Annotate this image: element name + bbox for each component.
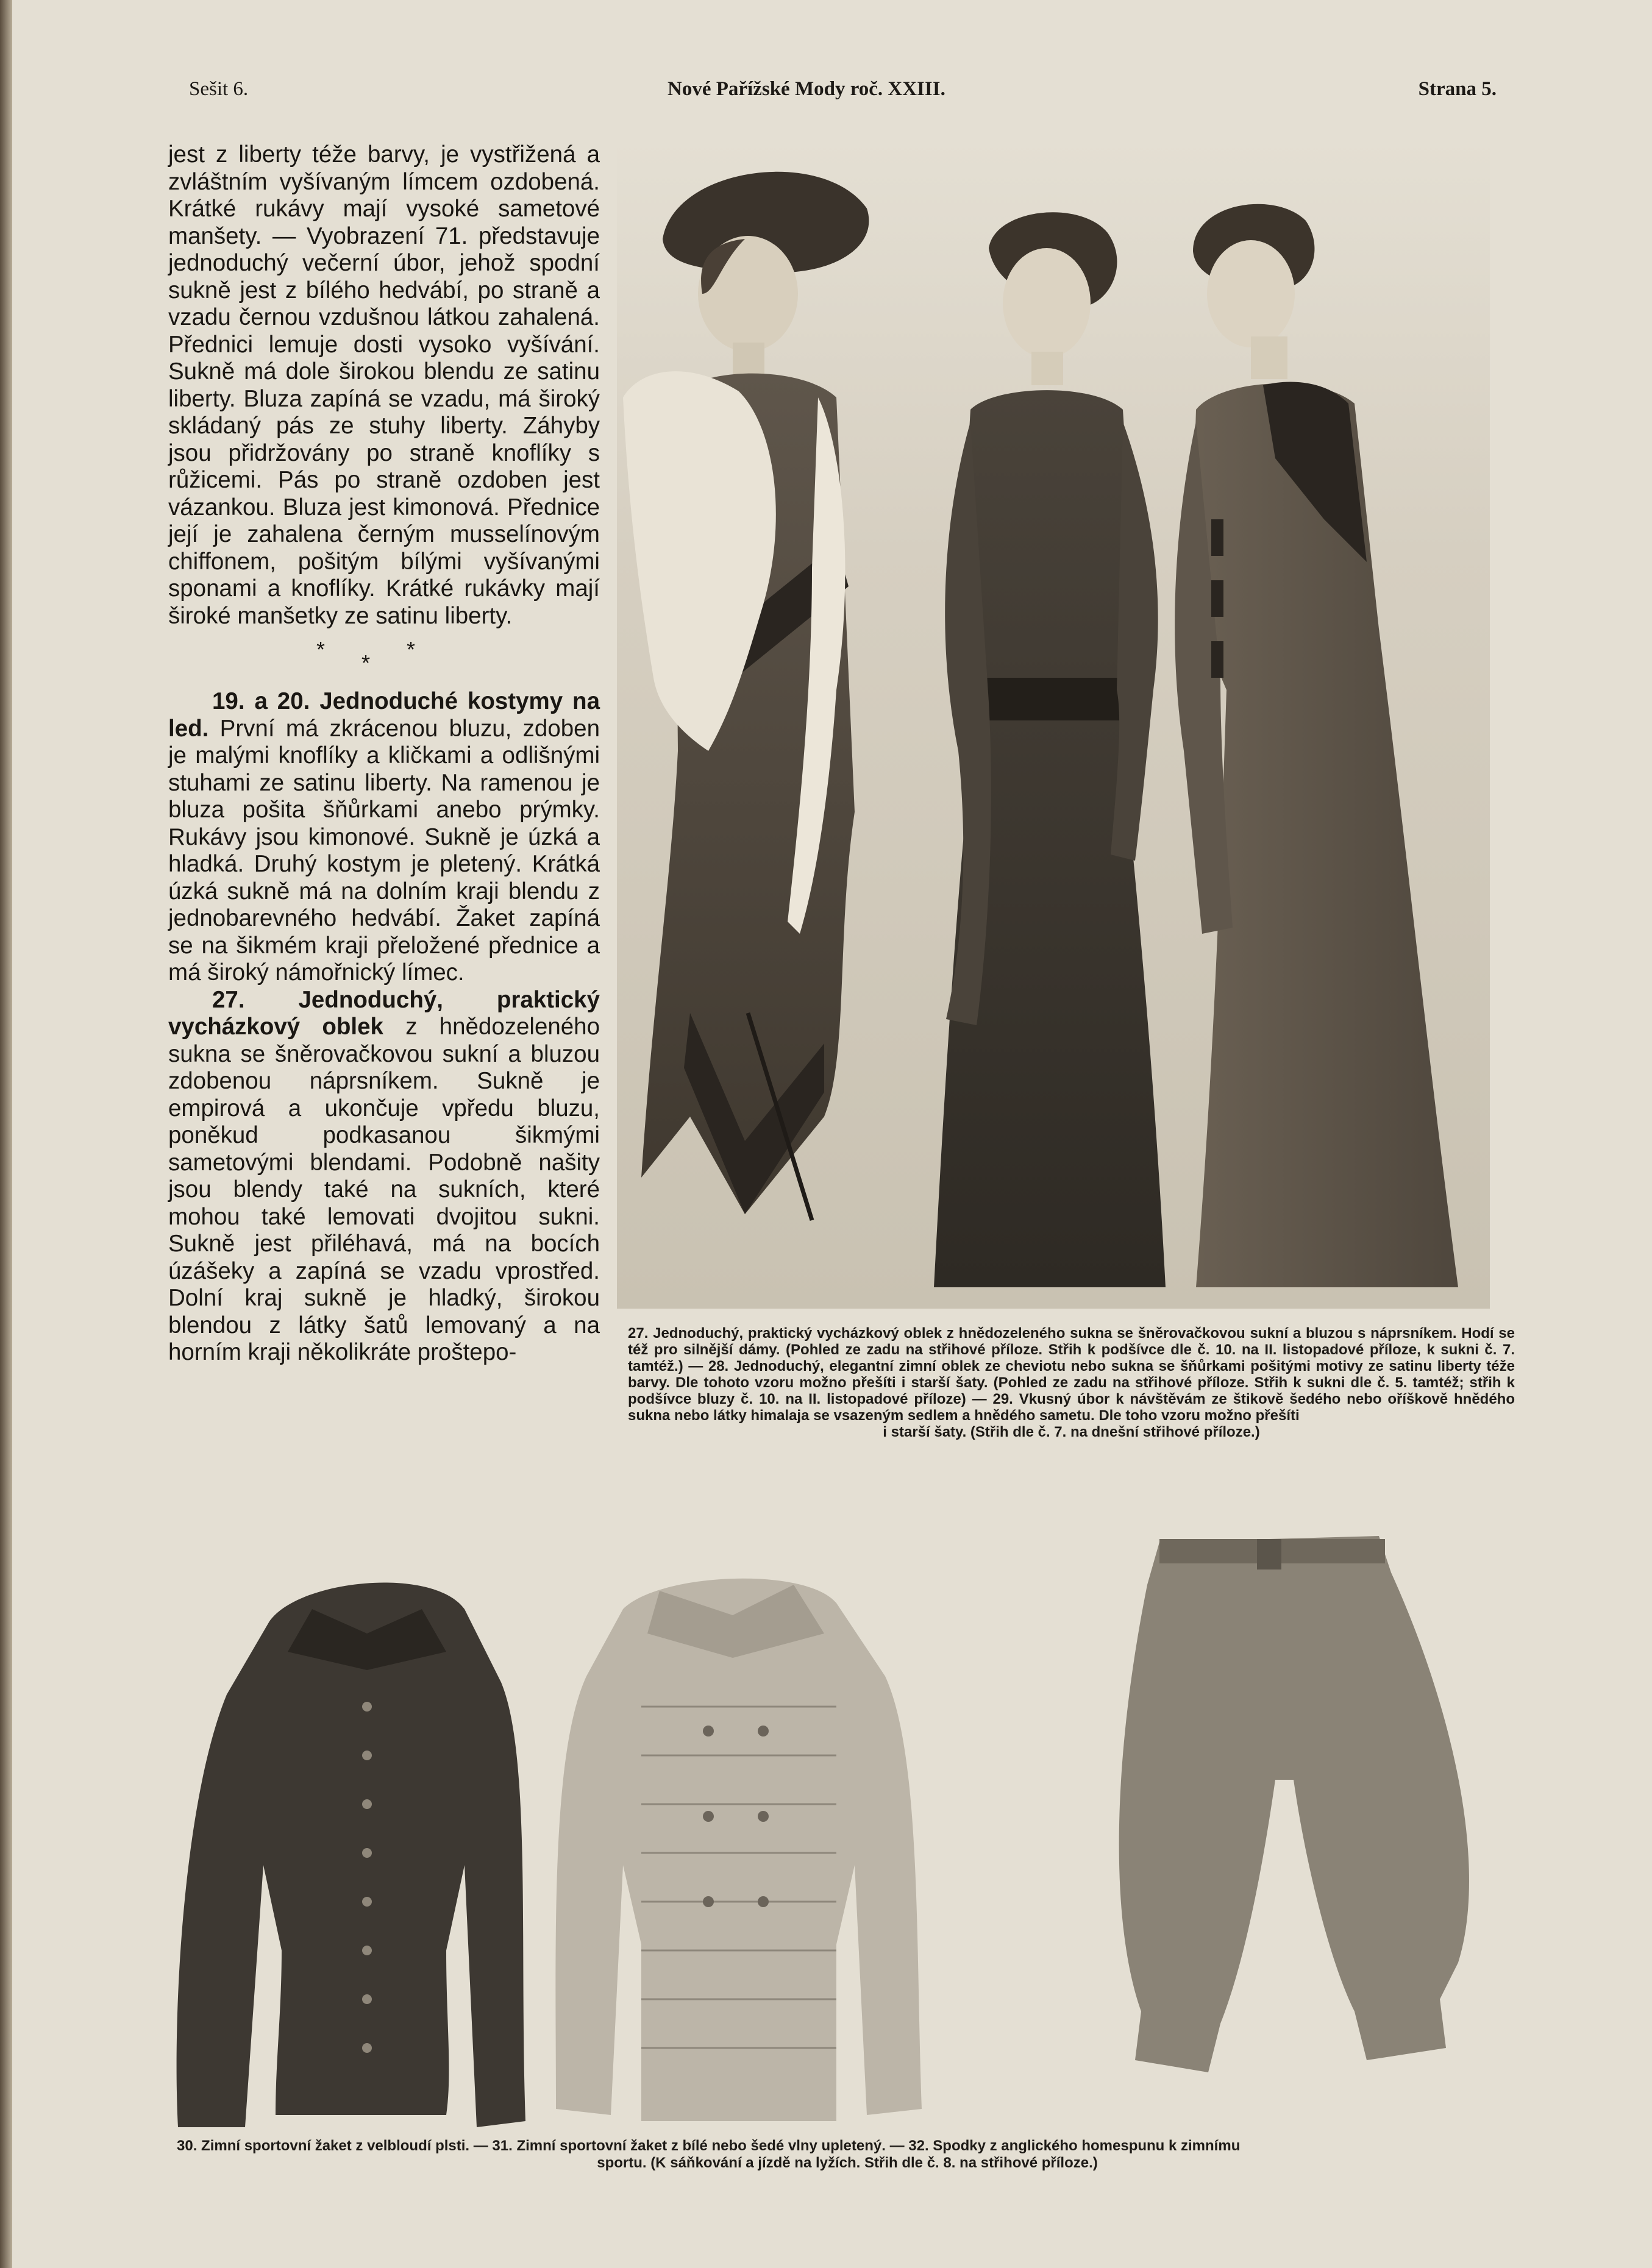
- jacket-30-camel-felt: [177, 1582, 525, 2127]
- running-header: [183, 78, 1497, 108]
- paragraph-3-heading: 27. Jednoduchý, praktický vycházkový oblek: [168, 986, 600, 1040]
- sportswear-illustration-svg: [160, 1524, 1513, 2133]
- jacket-31-knitted-wool: [555, 1579, 922, 2121]
- figure-woman-3: [1175, 204, 1458, 1287]
- caption-bottom-text: 30. Zimní sportovní žaket z velbloudí plsti. — 31. Zimní sportovní žaket z bílé nebo šedé vlny upletený. — 32. Spodky z anglického homespunu k zimnímu: [177, 2138, 1241, 2154]
- caption-figures-30-32: [177, 2138, 1518, 2172]
- section-divider-stars: ***: [316, 637, 452, 675]
- fashion-illustration-three-women: [617, 141, 1490, 1309]
- caption-figures-27-29: [628, 1325, 1515, 1440]
- paragraph-2-body: První má zkrácenou bluzu, zdoben je malými knoflíky a kličkami a odlišnými stuhami ze satinu liberty. Na ramenou je bluza pošita šňůrkami anebo prýmky. Rukávy jsou kimonové. Sukně je úzká a hladká. Druhý kostym je pletený. Krátká úzká sukně má na dolním kraji blendu z jednobarevného hedvábí. Žaket zapíná se na šikmém kraji přeložené přednice a má široký námořnický límec.: [168, 715, 600, 986]
- page-binding-edge: [0, 0, 12, 2268]
- caption-bottom-last-line: sportu. (K sáňkování a jízdě na lyžích. Střih dle č. 8. na střihové příloze.): [597, 2155, 1098, 2171]
- header-issue: Sešit 6.: [189, 78, 249, 100]
- header-page-number: Strana 5.: [1418, 78, 1497, 100]
- paragraph-3: [168, 987, 600, 1367]
- caption-top-last-line: i starší šaty. (Střih dle č. 7. na dnešní střihové příloze.): [883, 1424, 1260, 1440]
- figure-woman-2: [934, 212, 1166, 1287]
- paragraph-2: [168, 688, 600, 987]
- fashion-illustration-svg: [617, 141, 1490, 1309]
- breeches-32-homespun: [1119, 1536, 1469, 2072]
- figure-woman-1: [623, 172, 869, 1220]
- paragraph-3-body: z hnědozeleného sukna se šněrovačkovou sukní a bluzou zdobenou náprsníkem. Sukně je empirová a ukončuje vpředu bluzu, poněkud podkasanou šikmými sametovými blendami. Podobně našity jsou blendy také na sukních, které mohou také lemovati dvojitou sukni. Sukně jest přiléhavá, má na bocích úzášeky a zapíná se vzadu vprostřed. Dolní kraj sukně je hladký, širokou blendou z látky šatů lemovaný a na horním kraji několikráte proštepo-: [168, 1014, 600, 1365]
- paragraph-1: jest z liberty téže barvy, je vystřižená a zvláštním vyšívaným límcem ozdobená. Krátké rukávy mají vysoké sametové manšety. — Vyobrazení 71. představuje jednoduchý večerní úbor, jehož spodní sukně jest z bílého hedvábí, po straně a vzadu černou vzdušnou látkou zahalená. Přednici lemuje dosti vysoko vyšívání. Sukně má dole širokou blendu ze satinu liberty. Bluza zapíná se vzadu, má široký skládaný pás ze stuhy liberty. Záhyby jsou přidržovány po straně knoflíky s růžicemi. Pás po straně ozdoben jest vázankou. Bluza jest kimonová. Přednice její je zahalena černým musselínovým chiffonem, pošitým bílými vyšívanými sponami a knoflíky. Krátké rukávky mají široké manšetky ze satinu liberty.: [168, 141, 600, 629]
- paragraph-2-heading: 19. a 20. Jednoduché kostymy na led.: [168, 688, 600, 742]
- header-magazine-title: Nové Pařížské Mody roč. XXIII.: [668, 78, 945, 100]
- caption-top-text: 27. Jednoduchý, praktický vycházkový oblek z hnědozeleného sukna se šněrovačkovou sukní a bluzou s náprsníkem. Hodí se též pro silnější dámy. (Pohled ze zadu na střihové příloze. Střih k podšívce dle č. 10. na II. listopadové příloze, k sukni č. 7. tamtéž.) — 28. Jednoduchý, elegantní zimní oblek ze cheviotu nebo sukna se šňůrkami pošitými motivy ze satinu liberty téže barvy. Dle tohoto vzoru možno přešíti i starší šaty. (Pohled ze zadu na střihové příloze. Střih k sukni dle č. 5. tamtéž; střih k podšívce bluzy č. 10. na II. listopadové příloze) — 29. Vkusný úbor k návštěvám ze štikově šedého nebo oříškově hnědého sukna nebo látky himalaja se vsazeným sedlem a hnědého sametu. Dle toho vzoru možno přešíti: [628, 1325, 1515, 1424]
- article-text-column: [168, 141, 600, 1367]
